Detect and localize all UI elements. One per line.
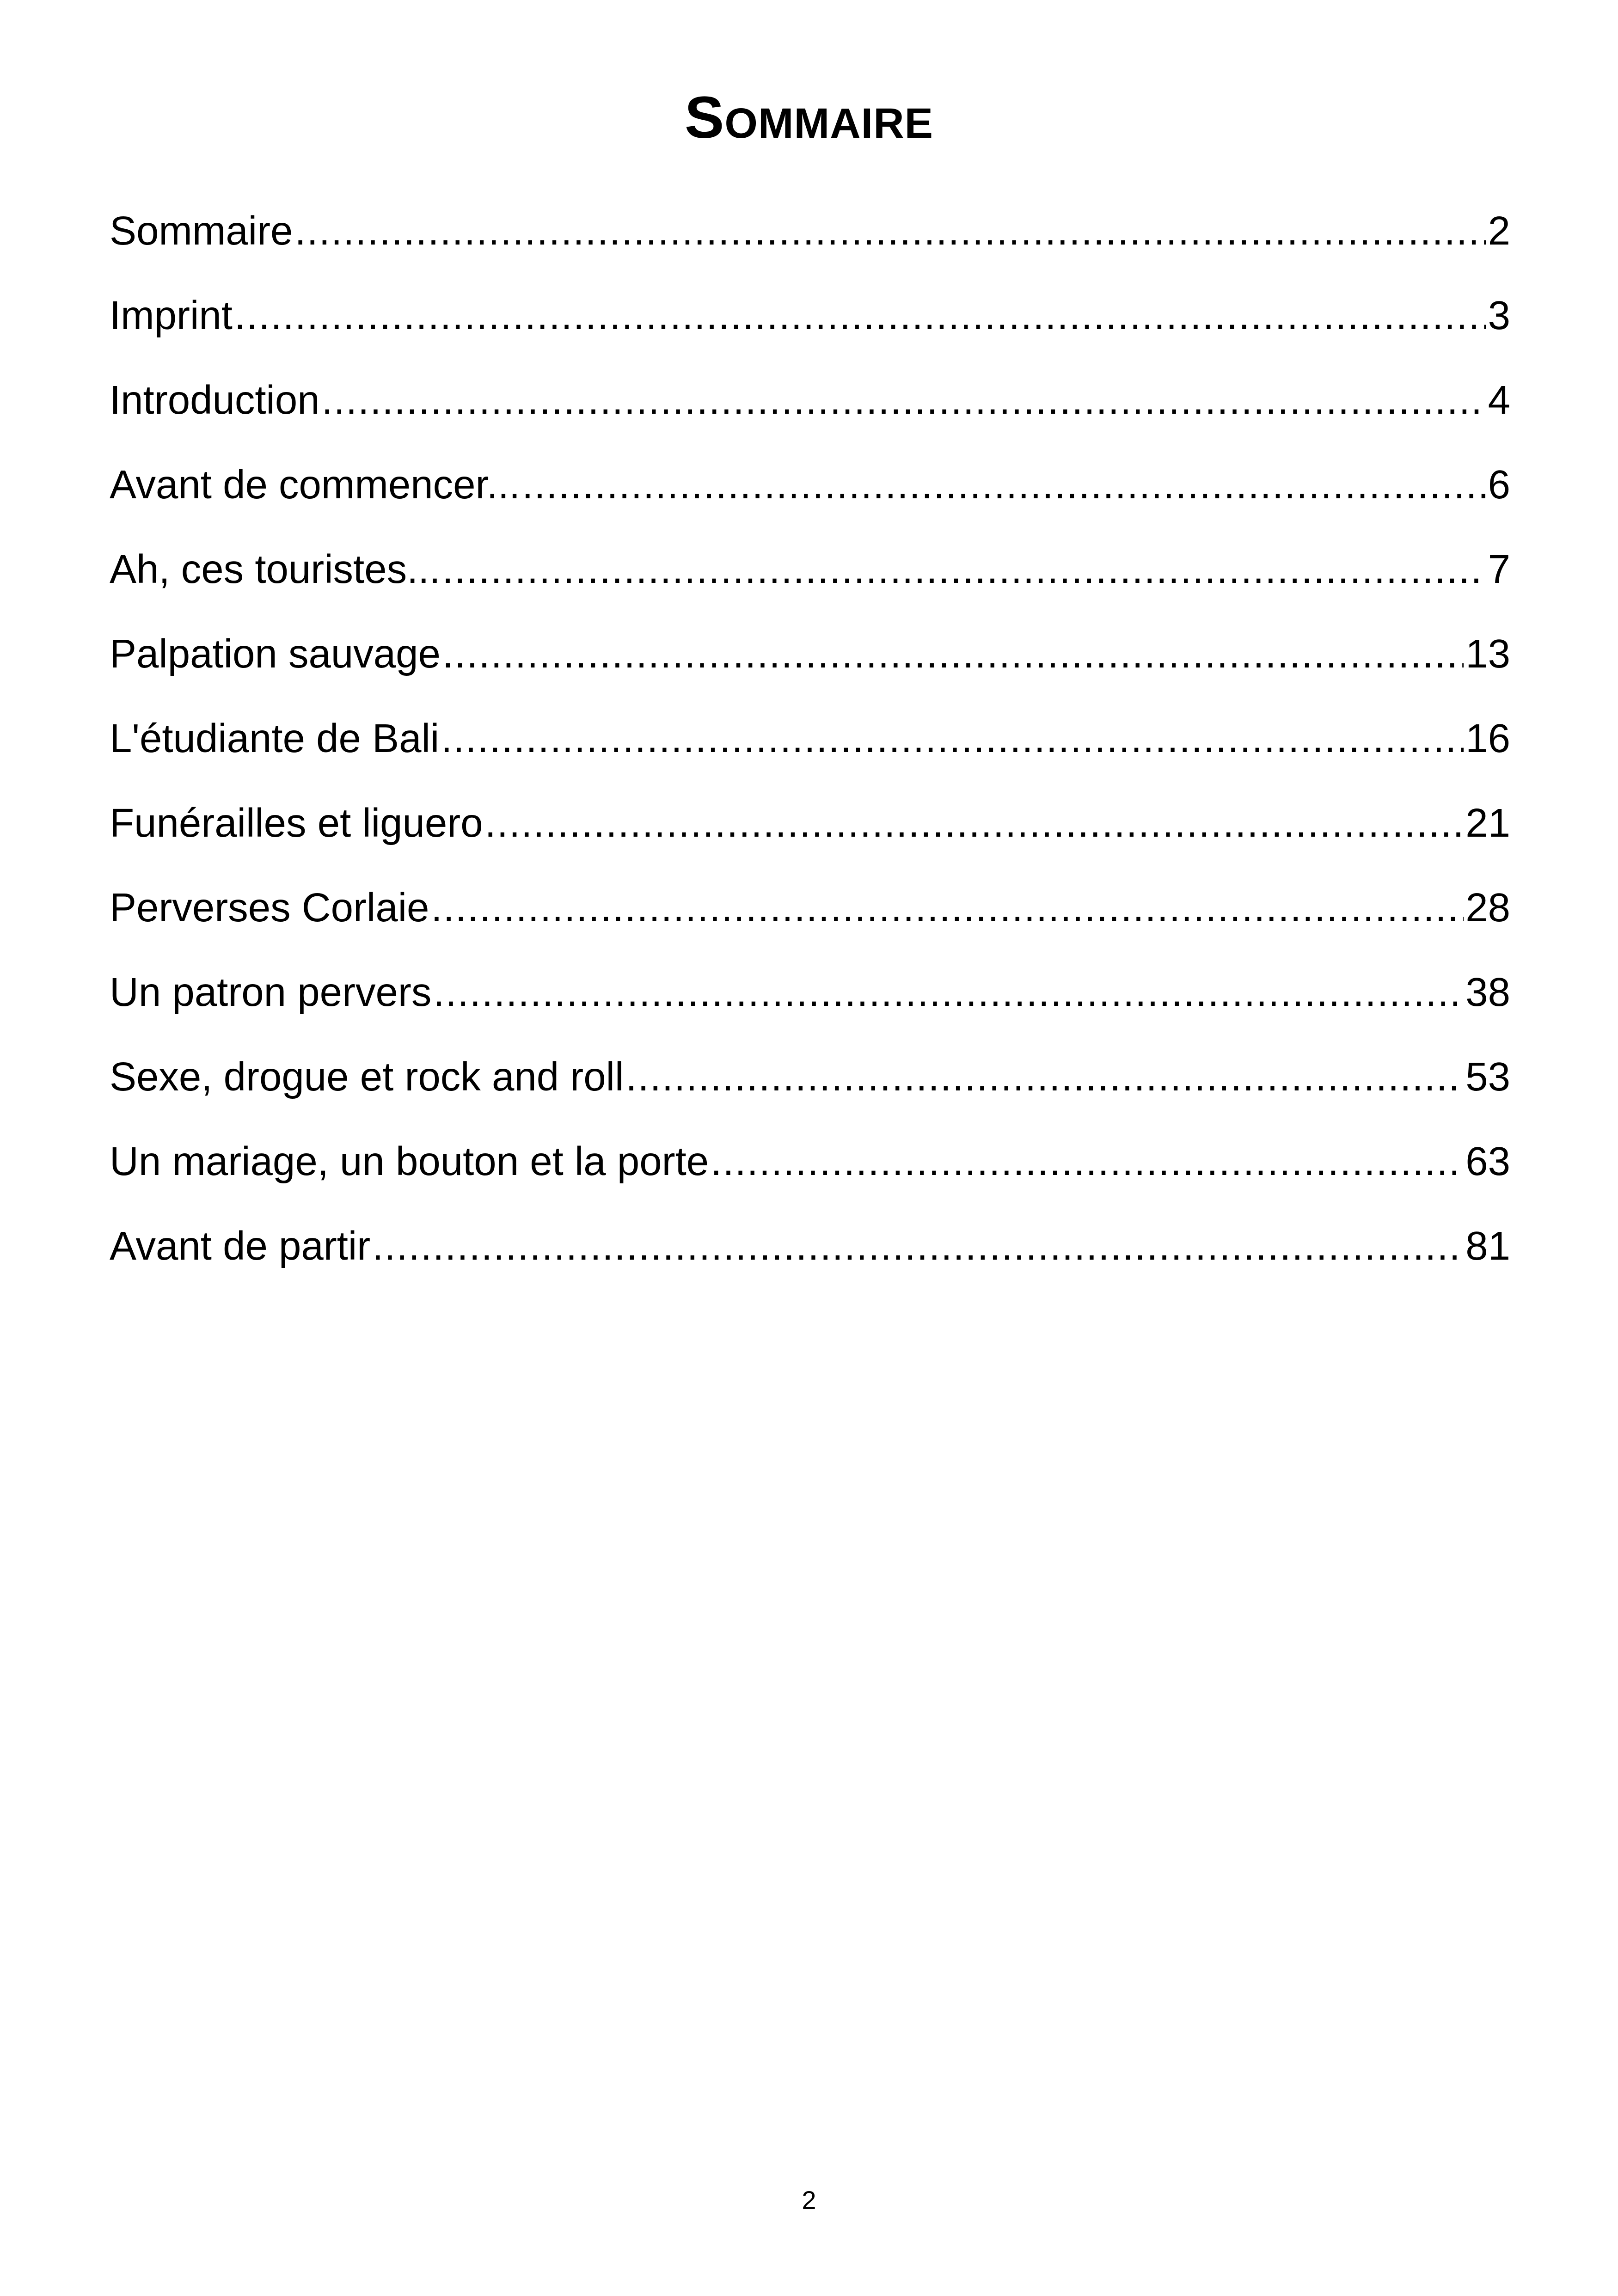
toc-dot-leader	[433, 960, 1464, 1025]
toc-dot-leader	[442, 537, 1486, 602]
toc-entry[interactable]	[110, 791, 1510, 876]
toc-dot-leader	[625, 1045, 1464, 1109]
toc-entry[interactable]	[110, 368, 1510, 453]
toc-dot-leader	[322, 368, 1486, 433]
toc-entry[interactable]	[110, 453, 1510, 537]
toc-entry-label: Avant de partir	[110, 1224, 371, 1268]
toc-dot-leader	[372, 1214, 1464, 1279]
toc-entry[interactable]	[110, 876, 1510, 960]
toc-entry[interactable]	[110, 199, 1510, 283]
toc-entry-page: 53	[1465, 1054, 1510, 1099]
toc-dot-leader	[485, 791, 1464, 856]
toc-entry-page: 21	[1465, 801, 1510, 845]
toc-entry-label: Ah, ces touristes...	[110, 547, 441, 592]
page-title-initial: S	[684, 85, 725, 151]
toc-entry[interactable]	[110, 1129, 1510, 1214]
toc-dot-leader	[711, 1129, 1464, 1194]
toc-entry-label: Un patron pervers	[110, 970, 432, 1015]
toc-entry-label: Perverses Corlaie	[110, 885, 429, 930]
page-title-rest: OMMAIRE	[724, 100, 933, 147]
toc-entry-label: Sommaire	[110, 208, 293, 253]
toc-entry-label: L'étudiante de Bali	[110, 716, 440, 761]
toc-dot-leader	[234, 283, 1486, 348]
toc-entry-label: Imprint	[110, 293, 233, 338]
toc-dot-leader	[294, 199, 1486, 263]
toc-dot-leader	[431, 876, 1464, 940]
toc-entry-page: 4	[1488, 378, 1510, 422]
toc-dot-leader	[442, 622, 1464, 686]
toc-entry[interactable]	[110, 283, 1510, 368]
toc-entry-page: 16	[1465, 716, 1510, 761]
toc-entry[interactable]	[110, 622, 1510, 706]
toc-entry-label: Palpation sauvage	[110, 631, 441, 676]
toc-entry-label: Introduction	[110, 378, 320, 422]
toc-entry-page: 28	[1465, 885, 1510, 930]
toc-entry[interactable]	[110, 1214, 1510, 1298]
toc-entry[interactable]	[110, 537, 1510, 622]
toc-entry-page: 3	[1488, 293, 1510, 338]
toc-entry-page: 6	[1488, 462, 1510, 507]
toc-entry-label: Avant de commencer...	[110, 462, 521, 507]
toc-entry-label: Sexe, drogue et rock and roll	[110, 1054, 624, 1099]
toc-entry[interactable]	[110, 960, 1510, 1045]
page-number: 2	[802, 2186, 816, 2215]
toc-entry-page: 2	[1488, 208, 1510, 253]
toc-entry-page: 81	[1465, 1224, 1510, 1268]
toc-entry[interactable]	[110, 706, 1510, 791]
table-of-contents	[110, 199, 1510, 1298]
toc-entry-page: 13	[1465, 631, 1510, 676]
toc-entry-label: Funérailles et liguero	[110, 801, 483, 845]
toc-entry-page: 7	[1488, 547, 1510, 592]
toc-dot-leader	[441, 706, 1464, 771]
toc-entry-page: 63	[1465, 1139, 1510, 1184]
page-title	[0, 85, 1618, 153]
toc-dot-leader	[522, 453, 1486, 517]
toc-entry-page: 38	[1465, 970, 1510, 1015]
toc-entry-label: Un mariage, un bouton et la porte	[110, 1139, 709, 1184]
toc-entry[interactable]	[110, 1045, 1510, 1129]
